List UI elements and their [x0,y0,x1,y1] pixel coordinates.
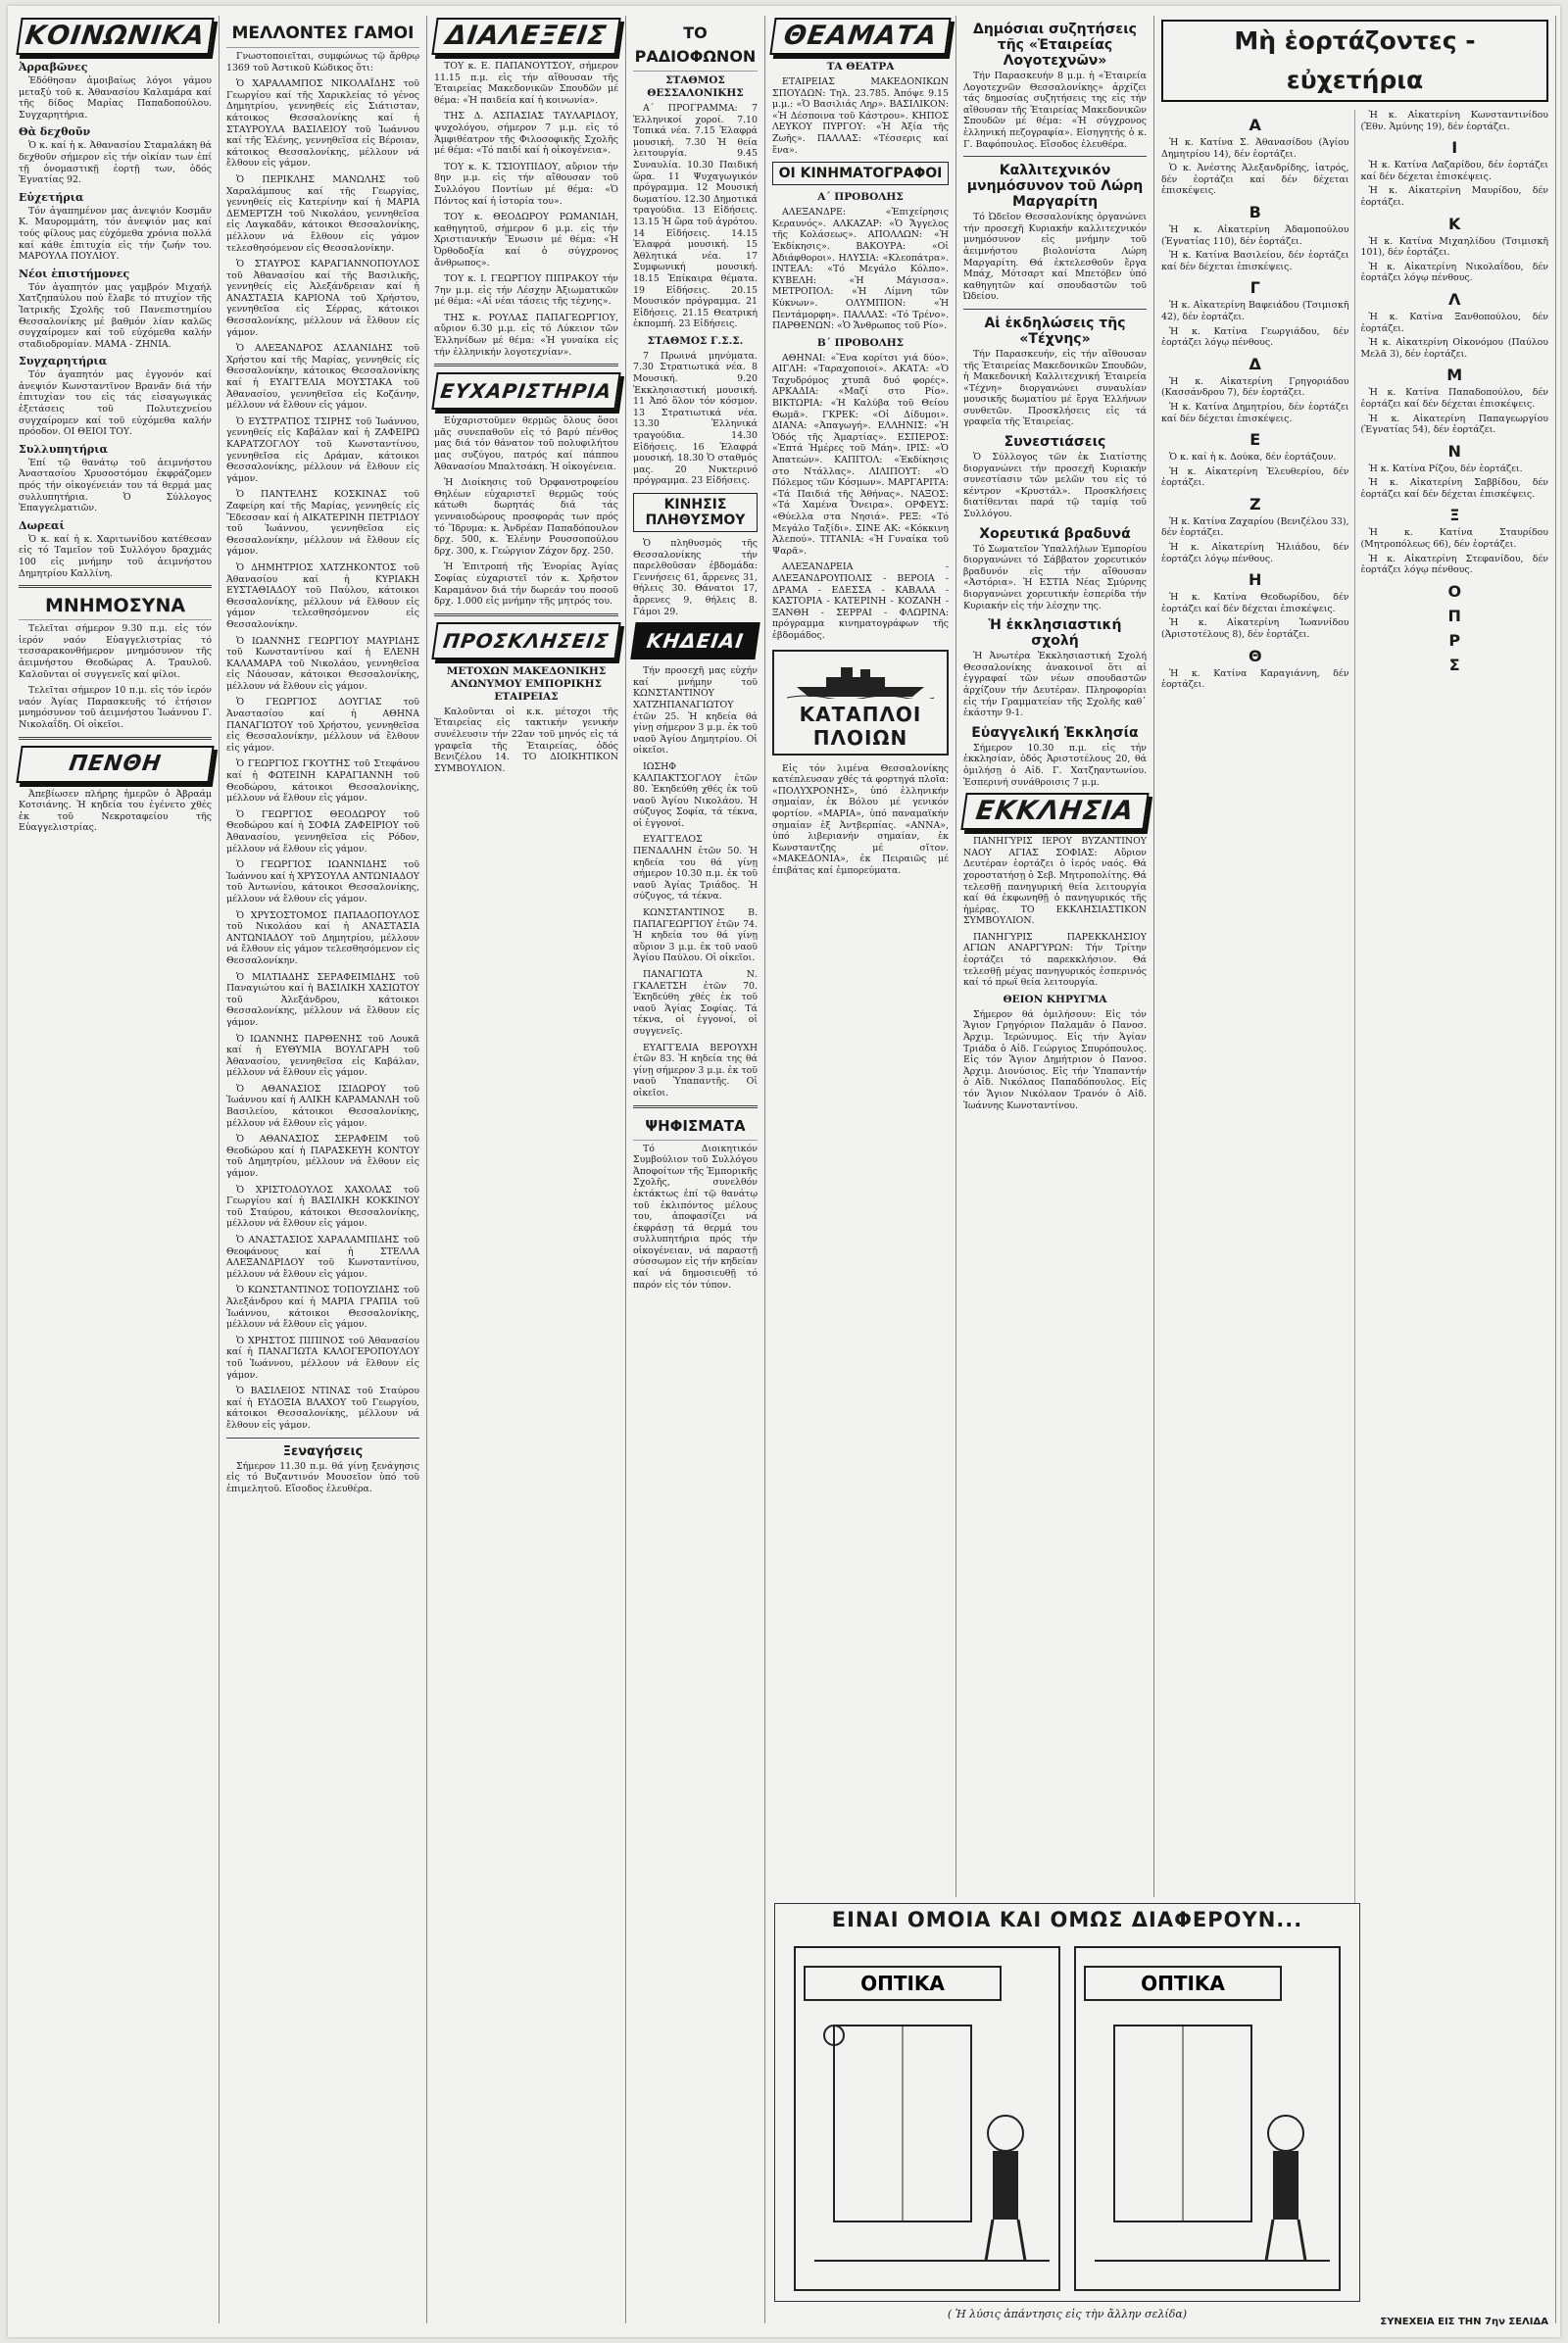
non-celebrant-entry: Ἡ κ. Κατίνα Καραγιάννη, δέν ἑορτάζει. [1161,667,1349,691]
marriage-notice: Ὁ ΙΩΑΝΝΗΣ ΓΕΩΡΓΙΟΥ ΜΑΥΡΙΔΗΣ τοῦ Κωνσταντίνου καί ἡ ΕΛΕΝΗ ΚΑΛΑΜΑΡΑ τοῦ Νικολάου, γεννηθεῖσα εἰς Νάουσαν, κάτοικοι Θεσσαλονίκης, μέλλουν νά ἔλθουν εἰς γάμον. [226,635,419,692]
mnimosyna-heading: ΜΝΗΜΟΣΥΝΑ [19,594,212,620]
marriage-notice: Ὁ ΣΤΑΥΡΟΣ ΚΑΡΑΓΙΑΝΝΟΠΟΥΛΟΣ τοῦ Ἀθανασίου καί τῆς Βασιλικῆς, γεννηθείς εἰς Ἀλεξάνδρειαν καί ἡ ΑΝΑΣΤΑΣΙΑ ΚΑΡΙΟΝΑ τοῦ Χρήστου, γεννηθεῖσα εἰς Σέρρας, κάτοικοι Θεσσαλονίκης, μέλλουν νά ἔλθουν εἰς γάμον. [226,259,419,338]
cartoon-title: ΕΙΝΑΙ ΟΜΟΙΑ ΚΑΙ ΟΜΩΣ ΔΙΑΦΕΡΟΥΝ... [831,1908,1303,1931]
index-letter: Ξ [1449,506,1460,525]
syllyp-title: Συλλυπητήρια [19,442,109,456]
index-letter: Γ [1250,278,1260,298]
marriage-notice: Ὁ ΔΗΜΗΤΡΙΟΣ ΧΑΤΖΗΚΟΝΤΟΣ τοῦ Ἀθανασίου καί ἡ ΚΥΡΙΑΚΗ ΕΥΣΤΑΘΙΑΔΟΥ τοῦ Παύλου, κάτοικοι Θεσσαλονίκης, μέλλουν νά ἔλθουν εἰς γάμον τελεσθησόμενον εἰς Θεσσαλονίκην. [226,561,419,630]
marriage-notice: Ὁ ΕΥΣΤΡΑΤΙΟΣ ΤΣΙΡΗΣ τοῦ Ἰωάννου, γεννηθείς εἰς Καβάλαν καί ἡ ΖΑΦΕΙΡΩ ΚΑΡΑΤΖΟΓΛΟΥ τοῦ Κωνσταντίνου, γεννηθεῖσα εἰς Δράμαν, κάτοικοι Θεσσαλονίκης, μέλλουν νά ἔλθουν εἰς γάμον. [226,415,419,484]
non-celebrant-entry: Ἡ κ. Αἰκατερίνη Ἰωαννίδου (Ἀριστοτέλους 8), δέν ἑορτάζει. [1161,617,1349,641]
station-gss: ΣΤΑΘΜΟΣ Γ.Σ.Σ. [647,334,744,347]
provincial-cinemas-text: ΑΛΕΞΑΝΔΡΕΙΑ - ΑΛΕΞΑΝΔΡΟΥΠΟΛΙΣ - ΒΕΡΟΙΑ - ΔΡΑΜΑ - ΕΔΕΣΣΑ - ΚΑΒΑΛΑ - ΚΑΣΤΟΡΙΑ - ΚΑΤΕΡΙΝΗ - ΚΟΖΑΝΗ - ΞΑΝΘΗ - ΣΕΡΡΑΙ - ΦΛΩΡΙΝΑ: πρόγραμμα κινηματογράφων τῆς ἑβδομάδος. [772,561,949,641]
ekdiloseis-title: Αἱ ἐκδηλώσεις τῆς «Τέχνης» [984,315,1126,347]
evangeliki-text: Σήμερον 10.30 π.μ. εἰς τήν ἐκκλησίαν, ὁδός Ἀριστοτέλους 20, θά ὁμιλήσῃ ὁ Αἰδ. Γ. Χατζηαντωνίου. Ἑσπερινή συνάθροισις 7 μ.μ. [963,742,1147,788]
kallitechn-title: Καλλιτεχνικόν μνημόσυνον τοῦ Λώρη Μαργαρίτη [966,163,1144,211]
non-celebrant-entry: Ἡ κ. Αἰκατερίνη Παπαγεωργίου (Ἐγνατίας 54), δέν ἑορτάζει. [1360,413,1548,436]
kinimatografoi-heading: ΟΙ ΚΙΝΗΜΑΤΟΓΡΑΦΟΙ [772,162,949,185]
non-celebrant-entry: Ἡ κ. Κατίνα Σ. Ἀθανασίδου (Ἀγίου Δημητρίου 14), δέν ἑορτάζει. [1161,137,1349,160]
sign-right-text: ΟΠΤΙΚΑ [1141,1972,1225,1995]
efcharistiria-text: Εὐχαριστοῦμεν θερμῶς ὅλους ὅσοι μᾶς συνεπαθοῦν εἰς τό βαρύ πένθος μας διά τόν θάνατον τοῦ πολυφιλήτου μας συζύγου, πατρός καί πάππου Ἀθανασίου Μπαλτσάκη. Ἡ οἰκογένεια. [434,415,618,472]
non-celebrant-entry: Ἡ κ. Κατίνα Ζαχαρίου (Βενιζέλου 33), δέν ἑορτάζει. [1161,515,1349,539]
column-syzitiseis [956,16,1154,1897]
radiofonon-heading: ΤΟ ΡΑΔΙΟΦΩΝΟΝ [633,22,758,72]
ekklisia-text: ΠΑΝΗΓΥΡΙΣ ΙΕΡΟΥ ΒΥΖΑΝΤΙΝΟΥ ΝΑΟΥ ΑΓΙΑΣ ΣΟΦΙΑΣ: Αὔριον Δευτέραν ἑορτάζει ὁ ἱερός ναός. Θά χοροστατήσῃ ὁ Σεβ. Μητροπολίτης. Θά τελεσθῇ πανηγυρική θεία λειτουργία καί θά ἐκφωνηθῇ ὁ πανηγυρικός τῆς ἡμέρας. ΤΟ ΕΚΚΛΗΣΙΑΣΤΙΚΟΝ ΣΥΜΒΟΥΛΙΟΝ. [963,836,1147,927]
newspaper-page [8,6,1560,2337]
station-gss-text: 7 Πρωινά μηνύματα. 7.30 Στρατιωτικά νέα. 8 Μουσική. 9.20 Ἐκκλησιαστική μουσική. 11 Ἀπό ὅλον τόν κόσμον. 13 Στρατιωτικά νέα. 13.30 Ἑλληνικά τραγούδια. 14.30 Εἰδήσεις. 16 Ἐλαφρά μουσική. 18.30 Ὁ σταθμός μας. 20 Νυκτερινό πρόγραμμα. 23 Εἰδήσεις. [633,350,758,487]
non-celebrant-entry: Ἡ κ. Αἰκατερίνη Ἀδαμοπούλου (Ἐγνατίας 110), δέν ἑορτάζει. [1161,223,1349,247]
marriage-notice: Ὁ ΓΕΩΡΓΙΟΣ ΙΩΑΝΝΙΔΗΣ τοῦ Ἰωάννου καί ἡ ΧΡΥΣΟΥΛΑ ΑΝΤΩΝΙΑΔΟΥ τοῦ Ἀντωνίου, κάτοικοι Θεσσαλονίκης, μέλλουν νά ἔλθουν εἰς γάμον. [226,859,419,904]
non-celebrant-entry: Ἡ κ. Κατίνα Λαζαρίδου, δέν ἑορτάζει καί δέν δέχεται ἐπισκέψεις. [1360,160,1548,182]
kataploi-box [772,650,949,756]
non-celebrant-entry: Ἡ κ. Κατίνα Θεοδωρίδου, δέν ἑορτάζει καί δέν δέχεται ἐπισκέψεις. [1161,592,1349,614]
kataploi-text: Εἰς τόν λιμένα Θεσσαλονίκης κατέπλευσαν χθές τά φορτηγά πλοῖα: «ΠΟΛΥΧΡΟΝΗΣ», ὑπό ἑλληνικήν σημαίαν, ἐκ Βόλου μέ γενικόν φορτίον. «ΜΑΡΙΑ», ὑπό παναμαϊκήν σημαίαν ἐξ Ἀντβερπίας. «ΑΝΝΑ», ὑπό λιβεριανήν σημαίαν, ἐκ Κωνσταντζης μέ σῖτον. «ΜΑΚΕΔΟΝΙΑ», ἐκ Πειραιῶς μέ ἐπιβάτας καί ἐμπορεύματα. [772,762,949,876]
theatra-text: ΕΤΑΙΡΕΙΑΣ ΜΑΚΕΔΟΝΙΚΩΝ ΣΠΟΥΔΩΝ: Τηλ. 23.785. Ἀπόψε 9.15 μ.μ.: «Ὁ Βασιλιάς Ληρ». ΒΑΣΙΛΙΚΟΝ: «Ἡ Δέσποινα τοῦ Κάστρου». ΚΗΠΟΣ ΛΕΥΚΟΥ ΠΥΡΓΟΥ: «Ἡ Ἀξία τῆς Ζωῆς». ΠΑΛΛΑΣ: «Τέσσερις καί ἕνα». [772,76,949,156]
psifismata-text: Τό Διοικητικόν Συμβούλιον τοῦ Συλλόγου Ἀποφοίτων τῆς Ἐμπορικῆς Σχολῆς, συνελθόν ἐκτάκτως ἐπί τῷ θανάτῳ τοῦ ἐκλιπόντος μέλους του, ἀποφασίζει νά ἐκφράσῃ τά θερμά του συλλυπητήρια πρός τήν οἰκογένειαν, νά παραστῇ σύσσωμον εἰς τήν κηδείαν καί νά δημοσιευθῇ τό παρόν εἰς τόν τύπον. [633,1143,758,1291]
non-celebrant-entry: Ἡ κ. Αἰκατερίνη Βαφειάδου (Τσιμισκῆ 42), δέν ἑορτάζει. [1161,300,1349,322]
theatra-title: ΤΑ ΘΕΑΤΡΑ [826,61,895,73]
column-radiofonon [626,16,765,2323]
non-celebrant-entry: Ἡ κ. Κατίνα Δημητρίου, δέν ἑορτάζει καί δέν δέχεται ἐπισκέψεις. [1161,401,1349,424]
kinonika-heading: ΚΟΙΝΩΝΙΚΑ [16,18,214,55]
non-celebrant-entry: Ἡ κ. Κατίνα Μιχαηλίδου (Τσιμισκῆ 101), δέν ἑορτάζει. [1360,235,1548,259]
index-letter: Δ [1249,354,1261,373]
divider [963,309,1147,310]
non-celebrant-entry: Ὁ κ. καί ἡ κ. Δούκα, δέν ἑορτάζουν. [1169,452,1337,464]
divider [19,737,212,740]
index-letter: Ε [1250,430,1261,450]
ekkl-scholi-text: Ἡ Ἀνωτέρα Ἐκκλησιαστική Σχολή Θεσσαλονίκης ἀνακοινοῖ ὅτι αἱ ἐγγραφαί τῶν νέων σπουδαστῶν ἀρχίζουν τήν Δευτέραν. Πληροφορίαι εἰς τήν Γραμματείαν τῆς Σχολῆς καθ᾽ ἑκάστην 9-1. [963,651,1147,719]
non-celebrant-entry: Ἡ κ. Κατίνα Ξανθοπούλου, δέν ἑορτάζει. [1360,311,1548,334]
marriage-notice: Ὁ ΓΕΩΡΓΙΟΣ ΔΟΥΓΙΑΣ τοῦ Ἀναστασίου καί ἡ ΑΘΗΝΑ ΠΑΝΑΓΙΩΤΟΥ τοῦ Χρήστου, γεννηθεῖσα εἰς Θεσσαλονίκην, μέλλουν νά ἔλθουν εἰς γάμον. [226,697,419,754]
continued-note: ΣΥΝΕΧΕΙΑ ΕΙΣ ΤΗΝ 7ην ΣΕΛΙΔΑ [1380,2317,1548,2327]
marriage-notice: Ὁ ΚΩΝΣΤΑΝΤΙΝΟΣ ΤΟΠΟΥΖΙΔΗΣ τοῦ Ἀλεξάνδρου καί ἡ ΜΑΡΙΑ ΓΡΑΠΙΑ τοῦ Ἰωάννου, κάτοικοι Θεσσαλονίκης, μέλλουν νά ἔλθουν εἰς γάμον. [226,1285,419,1331]
arravones-title: Ἀρραβῶνες [19,61,88,73]
synestiasis-text: Ὁ Σύλλογος τῶν ἐκ Σιατίστης διοργανώνει τήν προσεχῆ Κυριακήν συνεστίασιν τῶν μελῶν του εἰς τό κέντρον «Κρυστάλ». Προσκλήσεις διατίθενται παρά τῷ ταμίᾳ τοῦ Συλλόγου. [963,452,1147,520]
kideiai-heading: ΚΗΔΕΙΑΙ [630,622,760,659]
marriage-notice: Ὁ ΧΡΥΣΟΣΤΟΜΟΣ ΠΑΠΑΔΟΠΟΥΛΟΣ τοῦ Νικολάου καί ἡ ΑΝΑΣΤΑΣΙΑ ΑΝΤΩΝΙΑΔΟΥ τοῦ Δημητρίου, μέλλουν νά ἔλθουν εἰς γάμον τελεσθησόμενον εἰς Θεσσαλονίκην. [226,909,419,966]
cartoon-drawing [775,1937,1359,2300]
non-celebrant-entry: Ἡ κ. Αἰκατερίνη Κωνσταντινίδου (Ἐθν. Ἀμύνης 19), δέν ἑορτάζει. [1360,110,1548,132]
index-letter: Ι [1451,138,1458,158]
non-celebrant-entry: Ἡ κ. Αἰκατερίνη Ἠλιάδου, δέν ἑορτάζει λόγῳ πένθους. [1161,542,1349,564]
mnimosyna-text-2: Τελεῖται σήμερον 10 π.μ. εἰς τόν ἱερόν ναόν Ἁγίας Παρασκευῆς τό ἐτήσιον μνημόσυνον τοῦ ἀειμνήστου Ἰωάννου Γ. Νικολαΐδη. Οἱ οἰκεῖοι. [19,685,212,730]
lecture-notice: ΤΟΥ κ. ΘΕΟΔΩΡΟΥ ΡΩΜΑΝΙΔΗ, καθηγητοῦ, σήμερον 6 μ.μ. εἰς τήν Χριστιανικήν Ἕνωσιν μέ θέμα: «Ἡ Ὀρθοδοξία καί ὁ σύγχρονος ἄνθρωπος». [434,212,618,268]
non-celebrant-entry: Ἡ κ. Κατίνα Βασιλείου, δέν ἑορτάζει καί δέν δέχεται ἐπισκέψεις. [1161,250,1349,272]
ekklisia-text-2: ΠΑΝΗΓΥΡΙΣ ΠΑΡΕΚΚΛΗΣΙΟΥ ΑΓΙΩΝ ΑΝΑΡΓΥΡΩΝ: Τήν Τρίτην ἑορτάζει τό παρεκκλήσιον. Θά τελεσθῇ μέγας πανηγυρικός ἑσπερινός καί τό πρωΐ θεία λειτουργία. [963,931,1147,989]
synchar-text: Τόν ἀγαπητόν μας ἐγγονόν καί ἀνεψιόν Κωνσταντῖνον Βρανᾶν διά τήν ἐπιτυχίαν του εἰς τάς εἰσαγωγικάς ἐξετάσεις τοῦ Πολυτεχνείου συγχαίρομεν καί τοῦ εὐχόμεθα καλήν πρόοδον. ΟΙ ΘΕΙΟΙ ΤΟΥ. [19,369,212,438]
sign-left-text: ΟΠΤΙΚΑ [860,1972,945,1995]
kataploi-title: ΚΑΤΑΠΛΟΙ ΠΛΟΙΩΝ [799,702,922,750]
efcharistiria-text-2: Ἡ Διοίκησις τοῦ Ὀρφανοτροφείου Θηλέων εὐχαριστεῖ θερμῶς τούς κάτωθι δωρητάς διά τάς γενναιοδώρους προσφοράς των πρός τό Ἵδρυμα: κ. Ἀνδρέαν Παπαδόπουλον δρχ. 500, κ. Ἑλένην Ρουσσοπούλου δρχ. 300, κ. Γεώργιον Ζάχον δρχ. 250. [434,477,618,557]
thion-kirygma-title: ΘΕΙΟΝ ΚΗΡΥΓΜΑ [1003,993,1107,1005]
lecture-list [434,61,618,358]
xenagisis-title: Ξεναγήσεις [282,1443,364,1459]
syzitiseis-text: Τήν Παρασκευήν 8 μ.μ. ἡ «Ἑταιρεία Λογοτεχνῶν Θεσσαλονίκης» ἀρχίζει τάς δημοσίας συζητήσεις της εἰς τήν αἴθουσαν τῆς Ἑταιρείας Μακεδονικῶν Σπουδῶν μέ θέμα: «Ἡ σύγχρονος ἑλληνική πεζογραφία». Εἰσηγητής ὁ κ. Γ. Βαφόπουλος. Εἴσοδος ἐλευθέρα. [963,71,1147,150]
funeral-notice: ΠΑΝΑΓΙΩΤΑ Ν. ΓΚΑΛΕΤΣΗ ἐτῶν 70. Ἐκηδεύθη χθές ἐκ τοῦ ναοῦ Ἁγίας Σοφίας. Τά τέκνα, οἱ ἐγγονοί, οἱ συγγενεῖς. [633,969,758,1037]
index-letter: Η [1249,570,1262,590]
index-letter: Β [1249,202,1261,221]
lecture-notice: ΤΟΥ κ. Κ. ΤΣΙΟΥΠΙΔΟΥ, αὔριον τήν 8ην μ.μ. εἰς τήν αἴθουσαν τοῦ Συλλόγου Ποντίων μέ θέμα: «Ὁ Πόντος καί ἡ ἱστορία του». [434,161,618,207]
index-letter: Ζ [1249,494,1261,513]
column-mellontes-gamoi [220,16,427,2323]
penthi-heading: ΠΕΝΘΗ [16,746,214,783]
non-celebrant-entry: Ἡ κ. Κατίνα Γεωργιάδου, δέν ἑορτάζει λόγῳ πένθους. [1161,325,1349,349]
dorea-text: Ὁ κ. καί ἡ κ. Χαριτωνίδου κατέθεσαν εἰς τό Ταμεῖον τοῦ Συλλόγου δραχμάς 100 εἰς μνήμην τοῦ ἀειμνήστου Δημητρίου Καλλίνη. [19,533,212,579]
theamata-heading: ΘΕΑΜΑΤΑ [769,18,951,55]
index-letter: Ν [1447,441,1461,461]
chorevtika-text: Τό Σωματεῖον Ὑπαλλήλων Ἐμπορίου διοργανώνει τό Σάββατον χορευτικόν βραδυνόν εἰς τήν αἴθουσαν «Ἀστόρια». Ἡ ΕΣΤΙΑ Νέας Σμύρνης διοργανώνει χορευτικήν ἑσπερίδα τήν Κυριακήν εἰς τήν λέσχην της. [963,543,1147,611]
non-celebrant-entry: Ἡ κ. Αἰκατερίνη Οἰκονόμου (Παύλου Μελᾶ 3), δέν ἑορτάζει. [1360,337,1548,360]
index-letter: Α [1249,116,1261,134]
funeral-notice: Τήν προσεχῆ μας εὐχήν καί μνήμην τοῦ ΚΩΝΣΤΑΝΤΙΝΟΥ ΧΑΤΖΗΠΑΝΑΓΙΩΤΟΥ ἐτῶν 25. Ἡ κηδεία θά γίνῃ σήμερον 3 μ.μ. ἐκ τοῦ ναοῦ Ἁγίου Δημητρίου. Οἱ οἰκεῖοι. [633,665,758,757]
a-provoli-title: Α΄ ΠΡΟΒΟΛΗΣ [817,191,904,204]
funeral-notice: ΚΩΝΣΤΑΝΤΙΝΟΣ Β. ΠΑΠΑΓΕΩΡΓΙΟΥ ἐτῶν 74. Ἡ κηδεία του θά γίνῃ αὔριον 3 μ.μ. ἐκ τοῦ ναοῦ Ἁγίου Παύλου. Οἱ οἰκεῖοι. [633,907,758,964]
tha-dechthoun-title: Θὰ δεχθοῦν [19,125,91,139]
index-letter: Ο [1447,581,1462,601]
mnimosyna-text: Τελεῖται σήμερον 9.30 π.μ. εἰς τόν ἱερόν ναόν Εὐαγγελιστρίας τό τεσσαρακονθήμερον μνημόσυνον τῆς ἀειμνήστου Θεοδώρας Α. Τραυλοῦ. Καλοῦνται οἱ συγγενεῖς καί φίλοι. [19,623,212,680]
marriage-notice: Ὁ ΑΛΕΞΑΝΔΡΟΣ ΑΣΛΑΝΙΔΗΣ τοῦ Χρήστου καί τῆς Μαρίας, γεννηθείς εἰς Θεσσαλονίκην, κάτοικος Θεσσαλονίκης καί ἡ ΕΥΑΓΓΕΛΙΑ ΜΟΥΣΤΑΚΑ τοῦ Ἀθανασίου, γεννηθεῖσα εἰς Κοζάνην, μέλλουν νά ἔλθουν εἰς γάμον. [226,343,419,412]
marriage-notice: Ὁ ΓΕΩΡΓΙΟΣ ΘΕΟΔΩΡΟΥ τοῦ Θεοδώρου καί ἡ ΣΟΦΙΑ ΖΑΦΕΙΡΙΟΥ τοῦ Ἀθανασίου, γεννηθεῖσα εἰς Ρόδον, μέλλουν νά ἔλθουν εἰς γάμον. [226,808,419,854]
kiniseis-plithysmou-text: Ὁ πληθυσμός τῆς Θεσσαλονίκης τήν παρελθοῦσαν ἑβδομάδα: Γεννήσεις 61, ἄρρενες 31, θήλεις 30. Θάνατοι 17, ἄρρενες 9, θήλεις 8. Γάμοι 29. [633,538,758,617]
dialexeis-heading: ΔΙΑΛΕΞΕΙΣ [431,18,620,55]
index-letter: Ρ [1448,630,1461,650]
ekklisia-heading: ΕΚΚΛΗΣΙΑ [960,793,1149,830]
non-celebrant-entry: Ἡ κ. Κατίνα Ρίζου, δέν ἑορτάζει. [1368,463,1523,474]
tha-dechthoun-text: Ὁ κ. καί ἡ κ. Ἀθανασίου Σταμαλάκη θά δεχθοῦν σήμερον εἰς τήν οἰκίαν των ἐπί τῇ ὀνομαστικῇ ἑορτῇ των, ὁδός Ἐγνατίας 92. [19,140,212,186]
syllyp-text: Ἐπί τῷ θανάτῳ τοῦ ἀειμνήστου Ἀναστασίου Χρυσοστόμου ἐκφράζομεν πρός τήν οἰκογένειάν του τά θερμά μας συλλυπητήρια. Ὁ Σύλλογος Ἐπαγγελματιῶν. [19,457,212,514]
divider [19,585,212,588]
mi-eortazontes-heading: Μὴ ἑορτάζοντες - εὐχετήρια [1161,20,1548,102]
column-theamata [765,16,956,1897]
prosklisis-heading: ΠΡΟΣΚΛΗΣΕΙΣ [431,622,620,659]
psifismata-heading: ΨΗΦΙΣΜΑΤΑ [633,1114,758,1141]
thion-kirygma-text: Σήμερον θά ὁμιλήσουν: Εἰς τόν Ἅγιον Γρηγόριον Παλαμᾶν ὁ Πανοσ. Ἀρχιμ. Ἰερώνυμος. Εἰς τήν Ἁγίαν Τριάδα ὁ Αἰδ. Γεώργιος Σπυρόπουλος. Εἰς τόν Ἅγιον Δημήτριον ὁ Πανοσ. Ἀρχιμ. Διονύσιος. Εἰς τήν Ὑπαπαντήν ὁ Αἰδ. Νικόλαος Παπαδόπουλος. Εἰς τόν Ἅγιον Νικόλαον Τρανόν ὁ Αἰδ. Ἰωάννης Κωνσταντίνου. [963,1008,1147,1111]
arravones-text: Ἐδόθησαν ἀμοιβαίως λόγοι γάμου μεταξύ τοῦ κ. Ἀθανασίου Καλαμάρα καί τῆς δίδος Μαρίας Παπαδοπούλου. Συγχαρητήρια. [19,75,212,121]
marriage-notice: Ὁ ΒΑΣΙΛΕΙΟΣ ΝΤΙΝΑΣ τοῦ Σταύρου καί ἡ ΕΥΔΟΞΙΑ ΒΛΑΧΟΥ τοῦ Γεωργίου, κάτοικοι Θεσσαλονίκης, μέλλουν νά ἔλθουν εἰς γάμον. [226,1386,419,1431]
ship-icon [787,659,934,699]
column-kinonika [12,16,220,2323]
lecture-notice: ΤΟΥ κ. Ε. ΠΑΠΑΝΟΥΤΣΟΥ, σήμερον 11.15 π.μ. εἰς τήν αἴθουσαν τῆς Ἑταιρείας Μακεδονικῶν Σπουδῶν μέ θέμα: «Ἡ παιδεία καί ἡ κοινωνία». [434,61,618,106]
kiniseis-plithysmou-title: ΚΙΝΗΣΙΣ ΠΛΗΘΥΣΜΟΥ [633,493,758,532]
prosklisis-title: ΜΕΤΟΧΩΝ ΜΑΚΕΔΟΝΙΚΗΣ ΑΝΩΝΥΜΟΥ ΕΜΠΟΡΙΚΗΣ ΕΤΑΙΡΕΙΑΣ [446,664,607,703]
funeral-list [633,665,758,1098]
eychetiria-text: Τόν ἀγαπημένον μας ἀνεψιόν Κοσμᾶν Κ. Μαυρομμάτη, τόν ἀνεψιόν μας καί τούς φίλους μας εὐχόμεθα χρόνια πολλά καί κάθε ἐπιτυχία εἰς τήν ζωήν του. ΜΑΡΟΥΛΑ ΠΟΥΛΙΟΥ. [19,205,212,263]
cartoon-box [774,1903,1360,2320]
mellontes-gamoi-heading: ΜΕΛΛΟΝΤΕΣ ΓΑΜΟΙ [226,22,419,48]
mellontes-intro: Γνωστοποιεῖται, συμφώνως τῷ ἄρθρῳ 1369 τοῦ Ἀστικοῦ Κώδικος ὅτι: [226,51,419,73]
non-celebrant-entry: Ἡ κ. Αἰκατερίνη Μαυρίδου, δέν ἑορτάζει. [1360,185,1548,208]
efcharistiria-heading: ΕΥΧΑΡΙΣΤΗΡΙΑ [431,372,620,410]
divider [434,613,618,616]
penthi-text: Ἀπεβίωσεν πλήρης ἡμερῶν ὁ Ἀβραάμ Κοτσιάνης. Ἡ κηδεία του ἐγένετο χθές ἐκ τοῦ Νεκροταφείου τῆς Εὐαγγελιστρίας. [19,788,212,834]
non-celebrant-entry: Ἡ κ. Αἰκατερίνη Σαββίδου, δέν ἑορτάζει καί δέν δέχεται ἐπισκέψεις. [1360,477,1548,500]
marriage-notice: Ὁ ΑΝΑΣΤΑΣΙΟΣ ΧΑΡΑΛΑΜΠΙΔΗΣ τοῦ Θεοφάνους καί ἡ ΣΤΕΛΛΑ ΑΛΕΞΑΝΔΡΙΔΟΥ τοῦ Κωνσταντίνου, μέλλουν νά ἔλθουν εἰς γάμον. [226,1235,419,1280]
b-provoli-text: ΑΘΗΝΑΙ: «Ἕνα κορίτσι γιά δύο». ΑΙΓΛΗ: «Ταραχοποιοί». ΑΚΑΤΑ: «Ὁ Ταχυδρόμος χτυπᾶ δυό φορές». ΑΡΚΑΔΙΑ: «Μαζί στο Ρίο». ΒΙΚΤΩΡΙΑ: «Ἡ Καλύβα τοῦ Θείου Θωμᾶ». ΓΚΡΕΚ: «Οἱ Δίδυμοι». ΔΙΑΝΑ: «Ἀπαγωγή». ΕΛΛΗΝΙΣ: «Ἡ Ὁδός τῆς Ἁμαρτίας». ΕΣΠΕΡΟΣ: «Ἐπτά Ἡμέρες τοῦ Μάη». ΙΡΙΣ: «Ὁ Ἀπατεών». ΚΑΠΙΤΟΛ: «Ἐκδίκησις στο Ντάλλας». ΛΙΛΙΠΟΥΤ: «Ὁ Πόλεμος τῶν Κόσμων». ΜΑΡΓΑΡΙΤΑ: «Τά Παιδιά τῆς Ἀθήνας». ΝΑΞΟΣ: «Τά Χαμένα Ὄνειρα». ΟΡΦΕΥΣ: «Θύελλα στα Νησιά». ΡΕΞ: «Τό Μεγάλο Ταξίδι». ΣΙΝΕ ΑΚ: «Κόκκινη Ἀλεπού». ΤΙΤΑΝΙΑ: «Ἡ Γυναίκα τοῦ Ψαρᾶ». [772,352,949,557]
divider [633,1105,758,1108]
marriage-notice: Ὁ ΑΘΑΝΑΣΙΟΣ ΣΕΡΑΦΕΙΜ τοῦ Θεοδώρου καί ἡ ΠΑΡΑΣΚΕΥΗ ΚΟΝΤΟΥ τοῦ Δημητρίου, μέλλουν νά ἔλθουν εἰς γάμον. [226,1134,419,1180]
divider [226,1438,419,1439]
prosklisis-text: Καλοῦνται οἱ κ.κ. μέτοχοι τῆς Ἑταιρείας εἰς τακτικήν γενικήν συνέλευσιν τήν 22αν τοῦ μηνός εἰς τά γραφεῖα τῆς Ἑταιρείας, ὁδός Βενιζέλου 14. ΤΟ ΔΙΟΙΚΗΤΙΚΟΝ ΣΥΜΒΟΥΛΙΟΝ. [434,706,618,774]
station-thessaloniki: ΣΤΑΘΜΟΣ ΘΕΣΣΑΛΟΝΙΚΗΣ [647,74,744,99]
marriage-notice: Ὁ ΧΑΡΑΛΑΜΠΟΣ ΝΙΚΟΛΑΪΔΗΣ τοῦ Γεωργίου καί τῆς Χαρικλείας τό γένος Δημητρίου, γεννηθείς εἰς Σιάτισταν, κάτοικος Θεσσαλονίκης καί ἡ ΣΤΑΥΡΟΥΛΑ ΒΑΣΙΛΕΙΟΥ τοῦ Ἰωάννου καί τῆς Ἑλένης, γεννηθεῖσα εἰς Βέροιαν, κάτοικος Θεσσαλονίκης, μέλλουν νά ἔλθουν εἰς γάμον. [226,78,419,170]
index-letter: Κ [1448,214,1461,233]
marriage-notice: Ὁ ΧΡΙΣΤΟΔΟΥΛΟΣ ΧΑΧΟΛΑΣ τοῦ Γεωργίου καί ἡ ΒΑΣΙΛΙΚΗ ΚΟΚΚΙΝΟΥ τοῦ Σταύρου, κάτοικοι Θεσσαλονίκης, μέλλουν νά ἔλθουν εἰς γάμον. [226,1184,419,1230]
chorevtika-title: Χορευτικά βραδυνά [979,525,1131,542]
lecture-notice: ΤΗΣ Δ. ΑΣΠΑΣΙΑΣ ΤΑΥΛΑΡΙΔΟΥ, ψυχολόγου, σήμερον 7 μ.μ. εἰς τό Ἀμφιθέατρον τῆς Φιλοσοφικῆς Σχολῆς μέ θέμα: «Τό παιδί καί ἡ οἰκογένεια». [434,111,618,157]
synestiasis-title: Συνεστιάσεις [1004,434,1106,451]
non-celebrant-entry: Ἡ κ. Αἰκατερίνη Γρηγοριάδου (Κασσάνδρου 7), δέν ἑορτάζει. [1161,375,1349,399]
efcharistiria-text-3: Ἡ Ἐπιτροπή τῆς Ἐνορίας Ἁγίας Σοφίας εὐχαριστεῖ τόν κ. Χρῆστον Καραμάνον διά τήν δωρεάν του ποσοῦ δρχ. 1.000 εἰς μνήμην τῆς μητρός του. [434,561,618,608]
syzitiseis-heading: Δημόσιαι συζητήσεις τῆς «Ἑταιρείας Λογοτεχνῶν» [973,22,1137,69]
funeral-notice: ΕΥΑΓΓΕΛΙΑ ΒΕΡΟΥΧΗ ἐτῶν 83. Ἡ κηδεία της θά γίνῃ σήμερον 3 μ.μ. ἐκ τοῦ ναοῦ Ὑπαπαντῆς. Οἱ οἰκεῖοι. [633,1042,758,1098]
lecture-notice: ΤΟΥ κ. Ι. ΓΕΩΡΓΙΟΥ ΠΙΠΡΑΚΟΥ τήν 7ην μ.μ. εἰς τήν Λέσχην Ἀξιωματικῶν μέ θέμα: «Αἱ νέαι τάσεις τῆς τέχνης». [434,273,618,308]
xenagisis-text: Σήμερον 11.30 π.μ. θά γίνῃ ξενάγησις εἰς τό Βυζαντινόν Μουσεῖον ὑπό τοῦ ἐπιμελητοῦ. Εἴσοδος ἐλευθέρα. [226,1460,419,1494]
marriage-notice: Ὁ ΜΙΛΤΙΑΔΗΣ ΣΕΡΑΦΕΙΜΙΔΗΣ τοῦ Παναγιώτου καί ἡ ΒΑΣΙΛΙΚΗ ΧΑΣΙΩΤΟΥ τοῦ Ἀλεξάνδρου, κάτοικοι Θεσσαλονίκης, μέλλουν νά ἔλθουν εἰς γάμον. [226,971,419,1028]
eychetiria-title: Εὐχετήρια [19,190,84,204]
index-letter: Λ [1448,289,1461,309]
lecture-notice: ΤΗΣ κ. ΡΟΥΛΑΣ ΠΑΠΑΓΕΩΡΓΙΟΥ, αὔριον 6.30 μ.μ. εἰς τό Λύκειον τῶν Ἑλληνίδων μέ θέμα: «Ἡ γυναίκα εἰς τήν ἑλληνικήν λογοτεχνίαν». [434,312,618,358]
non-celebrant-entry: Ἡ κ. Αἰκατερίνη Στεφανίδου, δέν ἑορτάζει λόγῳ πένθους. [1360,553,1548,576]
non-celebrant-entry: Ἡ κ. Αἰκατερίνη Ἐλευθερίου, δέν ἑορτάζει. [1161,465,1349,489]
dorea-title: Δωρεαί [19,518,65,532]
cartoon-caption: ( Ἡ λύσις ἀπάντησις εἰς τὴν ἄλλην σελίδα) [947,2308,1188,2320]
funeral-notice: ΙΩΣΗΦ ΚΑΛΠΑΚΤΣΟΓΛΟΥ ἐτῶν 80. Ἐκηδεύθη χθές ἐκ τοῦ ναοῦ Ἁγίου Νικολάου. Ἡ σύζυγος Σοφία, τά τέκνα, οἱ ἐγγονοί. [633,760,758,829]
marriage-notice: Ὁ ΠΕΡΙΚΛΗΣ ΜΑΝΩΛΗΣ τοῦ Χαραλάμπους καί τῆς Γεωργίας, γεννηθείς εἰς Κατερίνην καί ἡ ΜΑΡΙΑ ΔΕΜΕΡΤΖΗ τοῦ Νικολάου, γεννηθεῖσα εἰς Λαγκαδᾶν, κάτοικοι Θεσσαλονίκης, μέλλουν νά ἔλθουν εἰς γάμον τελεσθησόμενον εἰς Θεσσαλονίκην. [226,173,419,254]
divider [963,156,1147,157]
index-letter: Σ [1448,655,1460,674]
index-letter: Μ [1446,366,1463,385]
funeral-notice: ΕΥΑΓΓΕΛΟΣ ΠΕΝΔΑΛΗΝ ἐτῶν 50. Ἡ κηδεία του θά γίνῃ σήμερον 10.30 π.μ. ἐκ τοῦ ναοῦ Ἁγίας Τριάδος. Ἡ σύζυγος, τά τέκνα. [633,834,758,903]
nees-epistimones-title: Νέοι ἐπιστήμονες [19,267,130,280]
station-thessaloniki-text: Α΄ ΠΡΟΓΡΑΜΜΑ: 7 Ἑλληνικοί χοροί. 7.10 Τοπικά νέα. 7.15 Ἐλαφρά μουσική. 7.30 Ἡ θεία λειτουργία. 9.45 Συναυλία. 10.30 Παιδική ὥρα. 11 Ψυχαγωγικόν πρόγραμμα. 12 Μουσική δωματίου. 12.30 Δημοτικά τραγούδια. 13 Εἰδήσεις. 13.15 Ἡ ὥρα τοῦ ἀγρότου. 14 Εἰδήσεις. 14.15 Ἐλαφρά μουσική. 15 Ἀθλητικά νέα. 17 Συμφωνική μουσική. 18.15 Ἐπίκαιρα θέματα. 19 Εἰδήσεις. 20.15 Μουσικόν πρόγραμμα. 21 Εἰδήσεις. 21.15 Θεατρική ἐκπομπή. 23 Εἰδήσεις. [633,103,758,330]
synchar-title: Συγχαρητήρια [19,355,108,368]
non-celebrant-entry: Ἡ κ. Αἰκατερίνη Νικολαΐδου, δέν ἑορτάζει λόγῳ πένθους. [1360,261,1548,284]
index-letter: Π [1447,606,1461,625]
non-celebrant-entry: Ὁ κ. Ἀνέστης Ἀλεξανδρίδης, ἰατρός, δέν ἑορτάζει καί δέν δέχεται ἐπισκέψεις. [1161,163,1349,197]
ekdiloseis-text: Τήν Παρασκευήν, εἰς τήν αἴθουσαν τῆς Ἑταιρείας Μακεδονικῶν Σπουδῶν, ἡ Μακεδονική Καλλιτεχνική Ἑταιρεία «Τέχνη» διοργανώνει συναυλίαν μουσικῆς δωματίου μέ ἔργα Ἑλλήνων συνθετῶν. Προσκλήσεις εἰς τά γραφεῖα τῆς Ἑταιρείας. [963,348,1147,428]
divider [434,364,618,366]
marriage-notice: Ὁ ΧΡΗΣΤΟΣ ΠΙΠΙΝΟΣ τοῦ Ἀθανασίου καί ἡ ΠΑΝΑΓΙΩΤΑ ΚΑΛΟΓΕΡΟΠΟΥΛΟΥ τοῦ Ἰωάννου, μέλλουν νά ἔλθουν εἰς γάμον. [226,1335,419,1381]
kallitechn-text: Τό Ὠδεῖον Θεσσαλονίκης ὀργανώνει τήν προσεχῆ Κυριακήν καλλιτεχνικόν μνημόσυνον εἰς μνήμην τοῦ ἀειμνήστου βιολονίστα Λώρη Μαργαρίτη. Θά ἐκτελεσθοῦν ἔργα Μπάχ, Μότσαρτ καί Μπετόβεν ὑπό καθηγητῶν καί σπουδαστῶν τοῦ Ὠδείου. [963,212,1147,303]
marriage-notice: Ὁ ΓΕΩΡΓΙΟΣ ΓΚΟΥΤΗΣ τοῦ Στεφάνου καί ἡ ΦΩΤΕΙΝΗ ΚΑΡΑΓΙΑΝΝΗ τοῦ Θεοδώρου, κάτοικοι Θεσσαλονίκης, μέλλουν νά ἔλθουν εἰς γάμον. [226,758,419,805]
b-provoli-title: Β΄ ΠΡΟΒΟΛΗΣ [816,336,905,349]
a-provoli-text: ΑΛΕΞΑΝΔΡΕ: «Ἐπιχείρησις Κεραυνός». ΑΛΚΑΖΑΡ: «Ὁ Ἄγγελος τῆς Κολάσεως». ΑΠΟΛΛΩΝ: «Ἡ Ἐκδίκησις». ΒΑΚΟΥΡΑ: «Οἱ Ἀδιάφθοροι». ΗΛΥΣΙΑ: «Κλεοπάτρα». ΙΝΤΕΑΛ: «Τό Μεγάλο Κόλπο». ΚΥΒΕΛΗ: «Ἡ Μάγισσα». ΜΕΤΡΟΠΟΛ: «Ἡ Λίμνη τῶν Κύκνων». ΟΛΥΜΠΙΟΝ: «Ἡ Πεντάμορφη». ΠΑΛΛΑΣ: «Τό Τρένο». ΠΑΡΘΕΝΩΝ: «Ὁ Ἄνθρωπος τοῦ Ρίο». [772,207,949,332]
marriage-list [226,78,419,1431]
nees-epistimones-text: Τόν ἀγαπητόν μας γαμβρόν Μιχαήλ Χατζηπαύλου πού ἔλαβε τό πτυχίον τῆς Ἰατρικῆς Σχολῆς τοῦ Πανεπιστημίου Θεσσαλονίκης μέ βαθμόν λίαν καλῶς συγχαίρομεν καί τοῦ εὐχόμεθα καλήν σταδιοδρομίαν. ΜΑΜΑ - ΖΗΝΙΑ. [19,281,212,350]
ekkl-scholi-title: Ἡ ἐκκλησιαστική σχολή [988,617,1122,650]
index-letter: Θ [1248,646,1262,665]
marriage-notice: Ὁ ΠΑΝΤΕΛΗΣ ΚΟΣΚΙΝΑΣ τοῦ Ζαφείρη καί τῆς Μαρίας, γεννηθείς εἰς Ἔδεσσαν καί ἡ ΑΙΚΑΤΕΡΙΝΗ ΠΕΤΡΙΔΟΥ τοῦ Ἰωάννου, γεννηθεῖσα εἰς Θεσσαλονίκην, μέλλουν νά ἔλθουν εἰς γάμον. [226,489,419,558]
column-dialexeis [427,16,626,2323]
non-celebrant-entry: Ἡ κ. Κατίνα Σταυρίδου (Μητροπόλεως 66), δέν ἑορτάζει. [1360,527,1548,551]
marriage-notice: Ὁ ΙΩΑΝΝΗΣ ΠΑΡΘΕΝΗΣ τοῦ Λουκᾶ καί ἡ ΕΥΘΥΜΙΑ ΒΟΥΛΓΑΡΗ τοῦ Ἀθανασίου, γεννηθεῖσα εἰς Καβάλαν, μέλλουν νά ἔλθουν εἰς γάμον. [226,1033,419,1079]
evangeliki-title: Εὐαγγελική Ἐκκλησία [971,724,1139,741]
marriage-notice: Ὁ ΑΘΑΝΑΣΙΟΣ ΙΣΙΔΩΡΟΥ τοῦ Ἰωάννου καί ἡ ΑΛΙΚΗ ΚΑΡΑΜΑΝΛΗ τοῦ Βασιλείου, κάτοικοι Θεσσαλονίκης, μέλλουν νά ἔλθουν εἰς γάμον. [226,1083,419,1129]
non-celebrant-entry: Ἡ κ. Κατίνα Παπαδοπούλου, δέν ἑορτάζει καί δέν δέχεται ἐπισκέψεις. [1360,387,1548,410]
